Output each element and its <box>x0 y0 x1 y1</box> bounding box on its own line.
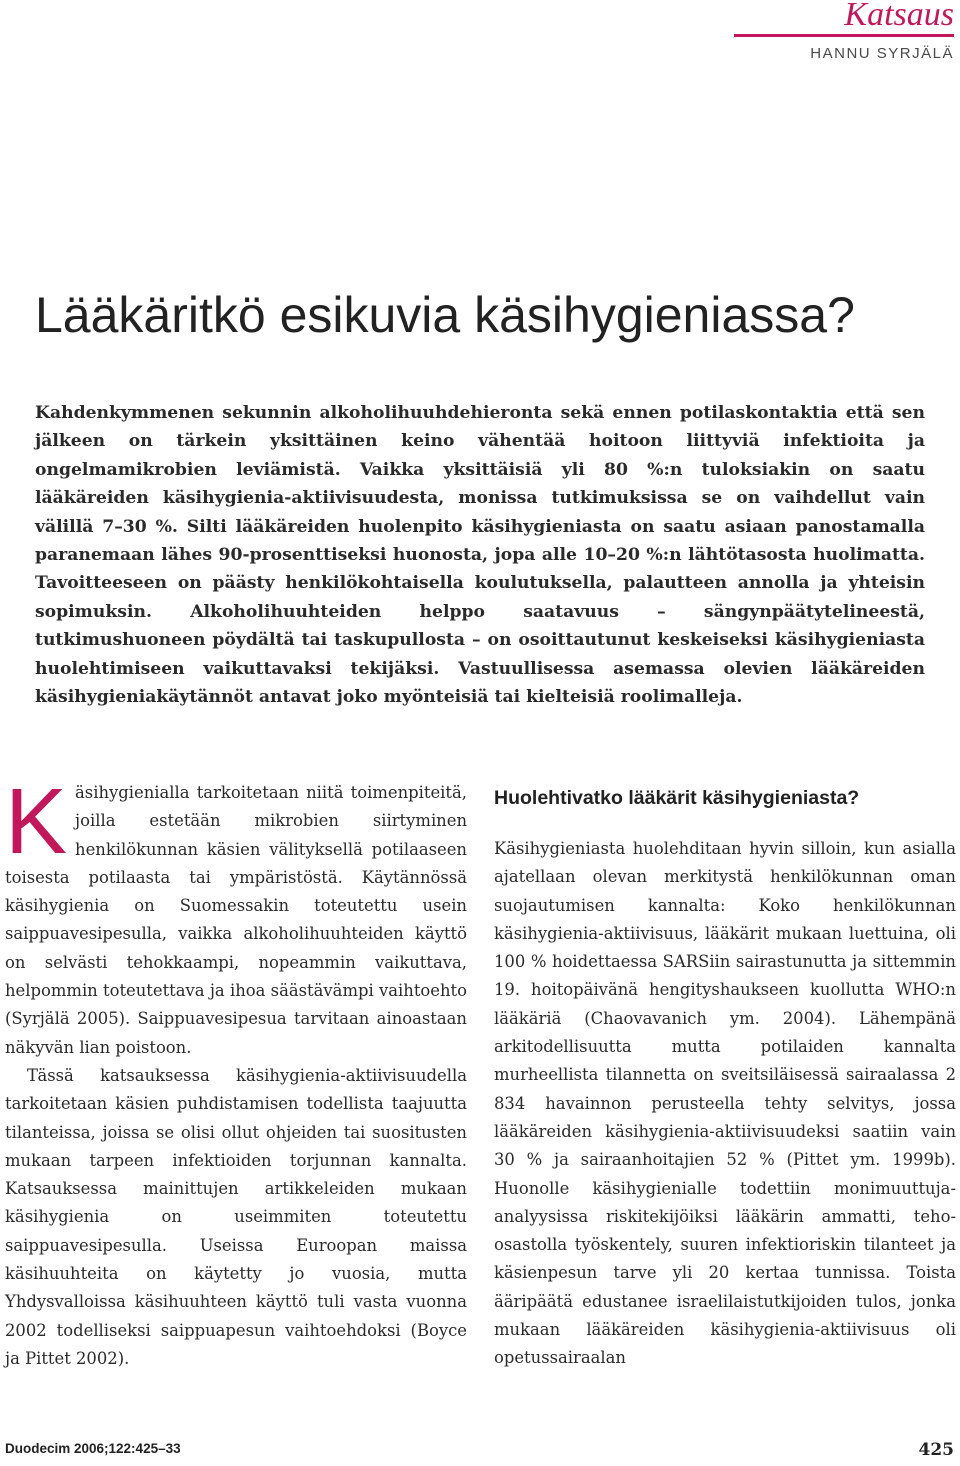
right-paragraph-1: Käsihygieniasta huolehditaan hyvin silloin, kun asialla ajatellaan olevan merkitystä henkilökunnan oman suojautumisen kannalta: Koko henkilökunnan käsihygienia-aktiivisuus, lääkärit mukaan luettuina, oli 100 % hoidettaessa SARSiin sairastunutta ja sittemmin 19. hoitopäivänä hengityshaukseen kuollutta WHO:n lääkäriä (Chaovavanich ym. 2004). Lähempänä arkitodellisuutta mutta potilaiden kannalta murheellista tilannetta on sveitsiläisessä sairaalassa 2 834 havainnon perusteella tehty selvitys, jossa lääkäreiden käsihygienia-aktiivisuudeksi saatiin vain 30 % ja sairaanhoitajien 52 % (Pittet ym. 1999b). Huonolle käsihygienialle todettiin monimuuttuja-analyysissa riskitekijöiksi lääkärin ammatti, teho-osastolla työskentely, suuren infektioriskin tilanteet ja käsienpesun tarve yli 20 kertaa tunnissa. Toista ääripäätä edustanee israelilaistutkijoiden tulos, jonka mukaan lääkäreiden käsihygienia-aktiivisuus oli opetussairaalan <box>494 839 956 1368</box>
journal-citation: Duodecim 2006;122:425–33 <box>5 1441 181 1456</box>
left-paragraph-1-text: äsihygienialla tarkoitetaan niitä toimenpiteitä, joilla estetään mikrobien siirtyminen henkilökunnan käsien välityksellä potilaaseen toisesta potilaasta tai ympäristöstä. Käytännössä käsihygienia on Suomessakin toteutettu usein saippuavesipesulla, vaikka alkoholihuuhteiden käyttö on selvästi tehokkaampi, nopeammin vaikuttava, helpommin toteutettava ja ihoa säästävämpi vaihtoehto (Syrjälä 2005). Saippuavesipesua tarvitaan ainoastaan näkyvän lian poistoon. <box>5 783 467 1057</box>
author-name: HANNU SYRJÄLÄ <box>810 45 954 62</box>
left-paragraph-1 <box>5 769 467 1062</box>
left-paragraph-2: Tässä katsauksessa käsihygienia-aktiivisuudella tarkoitetaan käsien puhdistamisen todellista taajuutta tilanteissa, joissa se olisi ollut ohjeiden tai suositusten mukaan tarpeen infektioiden torjunnan kannalta. Katsauksessa mainittujen artikkeleiden mukaan käsihygienia on useimmiten toteutettu saippuavesipesulla. Useissa Euroopan maissa käsihuuhteita on käytetty jo vuosia, mutta Yhdysvalloissa käsihuuhteen käyttö tuli vasta vuonna 2002 todelliseksi saippuapesun vaihtoehdoksi (Boyce ja Pittet 2002). <box>5 1065 467 1368</box>
article-abstract: Kahdenkymmenen sekunnin alkoholihuuhdehieronta sekä ennen potilaskontaktia että sen jälkeen on tärkein yksittäinen keino vähentää hoitoon liittyviä infektioita ja ongelmamikrobien leviämistä. Vaikka yksittäisiä yli 80 %:n tuloksiakin on saatu lääkäreiden käsihygienia-aktiivisuudesta, monissa tutkimuksissa se on vaihdellut vain välillä 7–30 %. Silti lääkäreiden huolenpito käsihygieniasta on saatu asiaan panostamalla paranemaan lähes 90-prosenttiseksi huonosta, jopa alle 10–20 %:n lähtötasosta huolimatta. Tavoitteeseen on päästy henkilökohtaisella koulutuksella, palautteen annolla ja yhteisin sopimuksin. Alkoholihuuhteiden helppo saatavuus – sängynpäätytelineestä, tutkimushuoneen pöydältä tai taskupullosta – on osoittautunut keskeiseksi käsihygieniasta huolehtimiseen vaikuttavaksi tekijäksi. Vastuullisessa asemassa olevien lääkäreiden käsihygieniakäytännöt antavat joko myönteisiä tai kielteisiä roolimalleja. <box>35 403 925 708</box>
drop-cap: K <box>5 769 68 873</box>
page-number: 425 <box>918 1440 954 1460</box>
left-column <box>5 769 467 1373</box>
right-column <box>494 785 956 1373</box>
page-header <box>734 0 954 62</box>
header-rule <box>734 34 954 37</box>
article-title: Lääkäritkö esikuvia käsihygieniassa? <box>35 287 855 343</box>
section-label: Katsaus <box>844 0 954 33</box>
section-heading: Huolehtivatko lääkärit käsihygieniasta? <box>494 787 860 809</box>
